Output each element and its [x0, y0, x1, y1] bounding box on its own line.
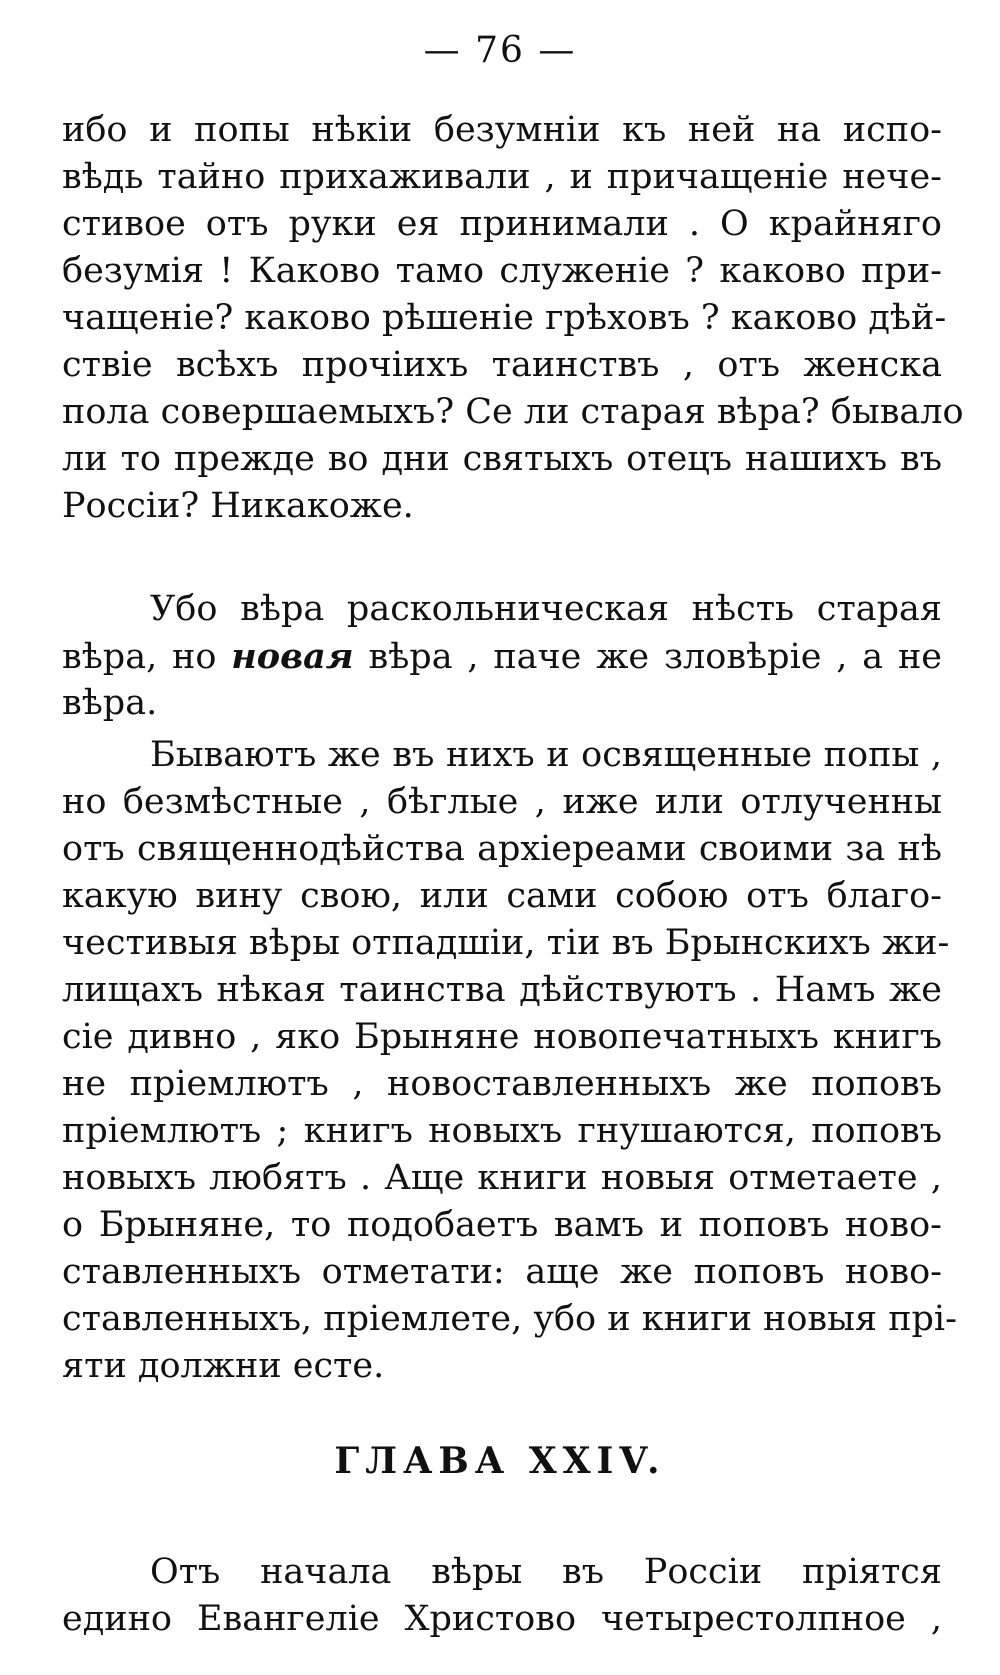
- paragraph-3-line: не пріемлютъ , новоставленныхъ же поповъ: [62, 1064, 942, 1104]
- paragraph-1-line: безумія ! Каково тамо служеніе ? каково при-: [62, 251, 942, 291]
- paragraph-1-line: Россіи? Никакоже.: [62, 486, 414, 526]
- paragraph-2-text: вѣра, но: [62, 637, 232, 677]
- paragraph-1-line: вѣдь тайно прихаживали , и причащеніе нече-: [62, 157, 942, 197]
- paragraph-3-line: честивыя вѣры отпадшіи, тіи въ Брынскихъ жи-: [62, 923, 950, 963]
- paragraph-3-line: о Брыняне, то подобаетъ вамъ и поповъ ново-: [62, 1205, 942, 1245]
- paragraph-3-line: ставленныхъ отметати: аще же поповъ ново-: [62, 1252, 942, 1292]
- paragraph-3-line: сіе дивно , яко Брыняне новопечатныхъ книгъ: [62, 1017, 942, 1057]
- paragraph-4-line: едино Евангеліе Христово четырестолпное ,: [62, 1599, 942, 1639]
- paragraph-3: [62, 732, 957, 1390]
- paragraph-3-line: Бываютъ же въ нихъ и освященные попы ,: [150, 735, 942, 775]
- paragraph-2-line: вѣра.: [62, 683, 158, 723]
- paragraph-1: [62, 107, 964, 530]
- paragraph-3-line: какую вину свою, или сами собою отъ благо-: [62, 876, 942, 916]
- paragraph-1-line: чащеніе? каково рѣшеніе грѣховъ ? каково дѣй-: [62, 298, 947, 338]
- paragraph-3-line: ставленныхъ, пріемлете, убо и книги новыя прі-: [62, 1299, 957, 1339]
- paragraph-1-line: стивое отъ руки ея принимали . О крайняго: [62, 204, 942, 244]
- paragraph-2-line: [62, 633, 942, 680]
- paragraph-1-line: ли то прежде во дни святыхъ отецъ нашихъ въ: [62, 439, 942, 479]
- chapter-title: ГЛАВА XXIV.: [334, 1440, 666, 1482]
- paragraph-4: [62, 1549, 942, 1643]
- page-number: — 76 —: [423, 30, 577, 71]
- paragraph-2-text: вѣра , паче же зловѣріе , а не: [353, 637, 942, 677]
- paragraph-2-line: Убо вѣра раскольническая нѣсть старая: [150, 589, 942, 629]
- paragraph-1-line: пола совершаемыхъ? Се ли старая вѣра? бывало: [62, 392, 964, 432]
- paragraph-3-line: новыхъ любятъ . Аще книги новыя отметаете ,: [62, 1158, 942, 1198]
- paragraph-3-line: но безмѣстные , бѣглые , иже или отлученны: [62, 782, 942, 822]
- paragraph-3-line: лищахъ нѣкая таинства дѣйствуютъ . Намъ же: [62, 970, 942, 1010]
- paragraph-4-line: Отъ начала вѣры въ Россіи пріятся: [150, 1552, 942, 1592]
- paragraph-2: [62, 586, 942, 727]
- paragraph-3-line: яти должни есте.: [62, 1346, 385, 1386]
- emphasized-word: новая: [231, 636, 354, 677]
- paragraph-3-line: пріемлютъ ; книгъ новыхъ гнушаются, поповъ: [62, 1111, 942, 1151]
- paragraph-1-line: ибо и попы нѣкіи безумніи къ ней на испо-: [62, 110, 942, 150]
- paragraph-1-line: ствіе всѣхъ прочіихъ таинствъ , отъ женска: [62, 345, 942, 385]
- paragraph-3-line: отъ священнодѣйства архіереами своими за нѣ: [62, 829, 942, 869]
